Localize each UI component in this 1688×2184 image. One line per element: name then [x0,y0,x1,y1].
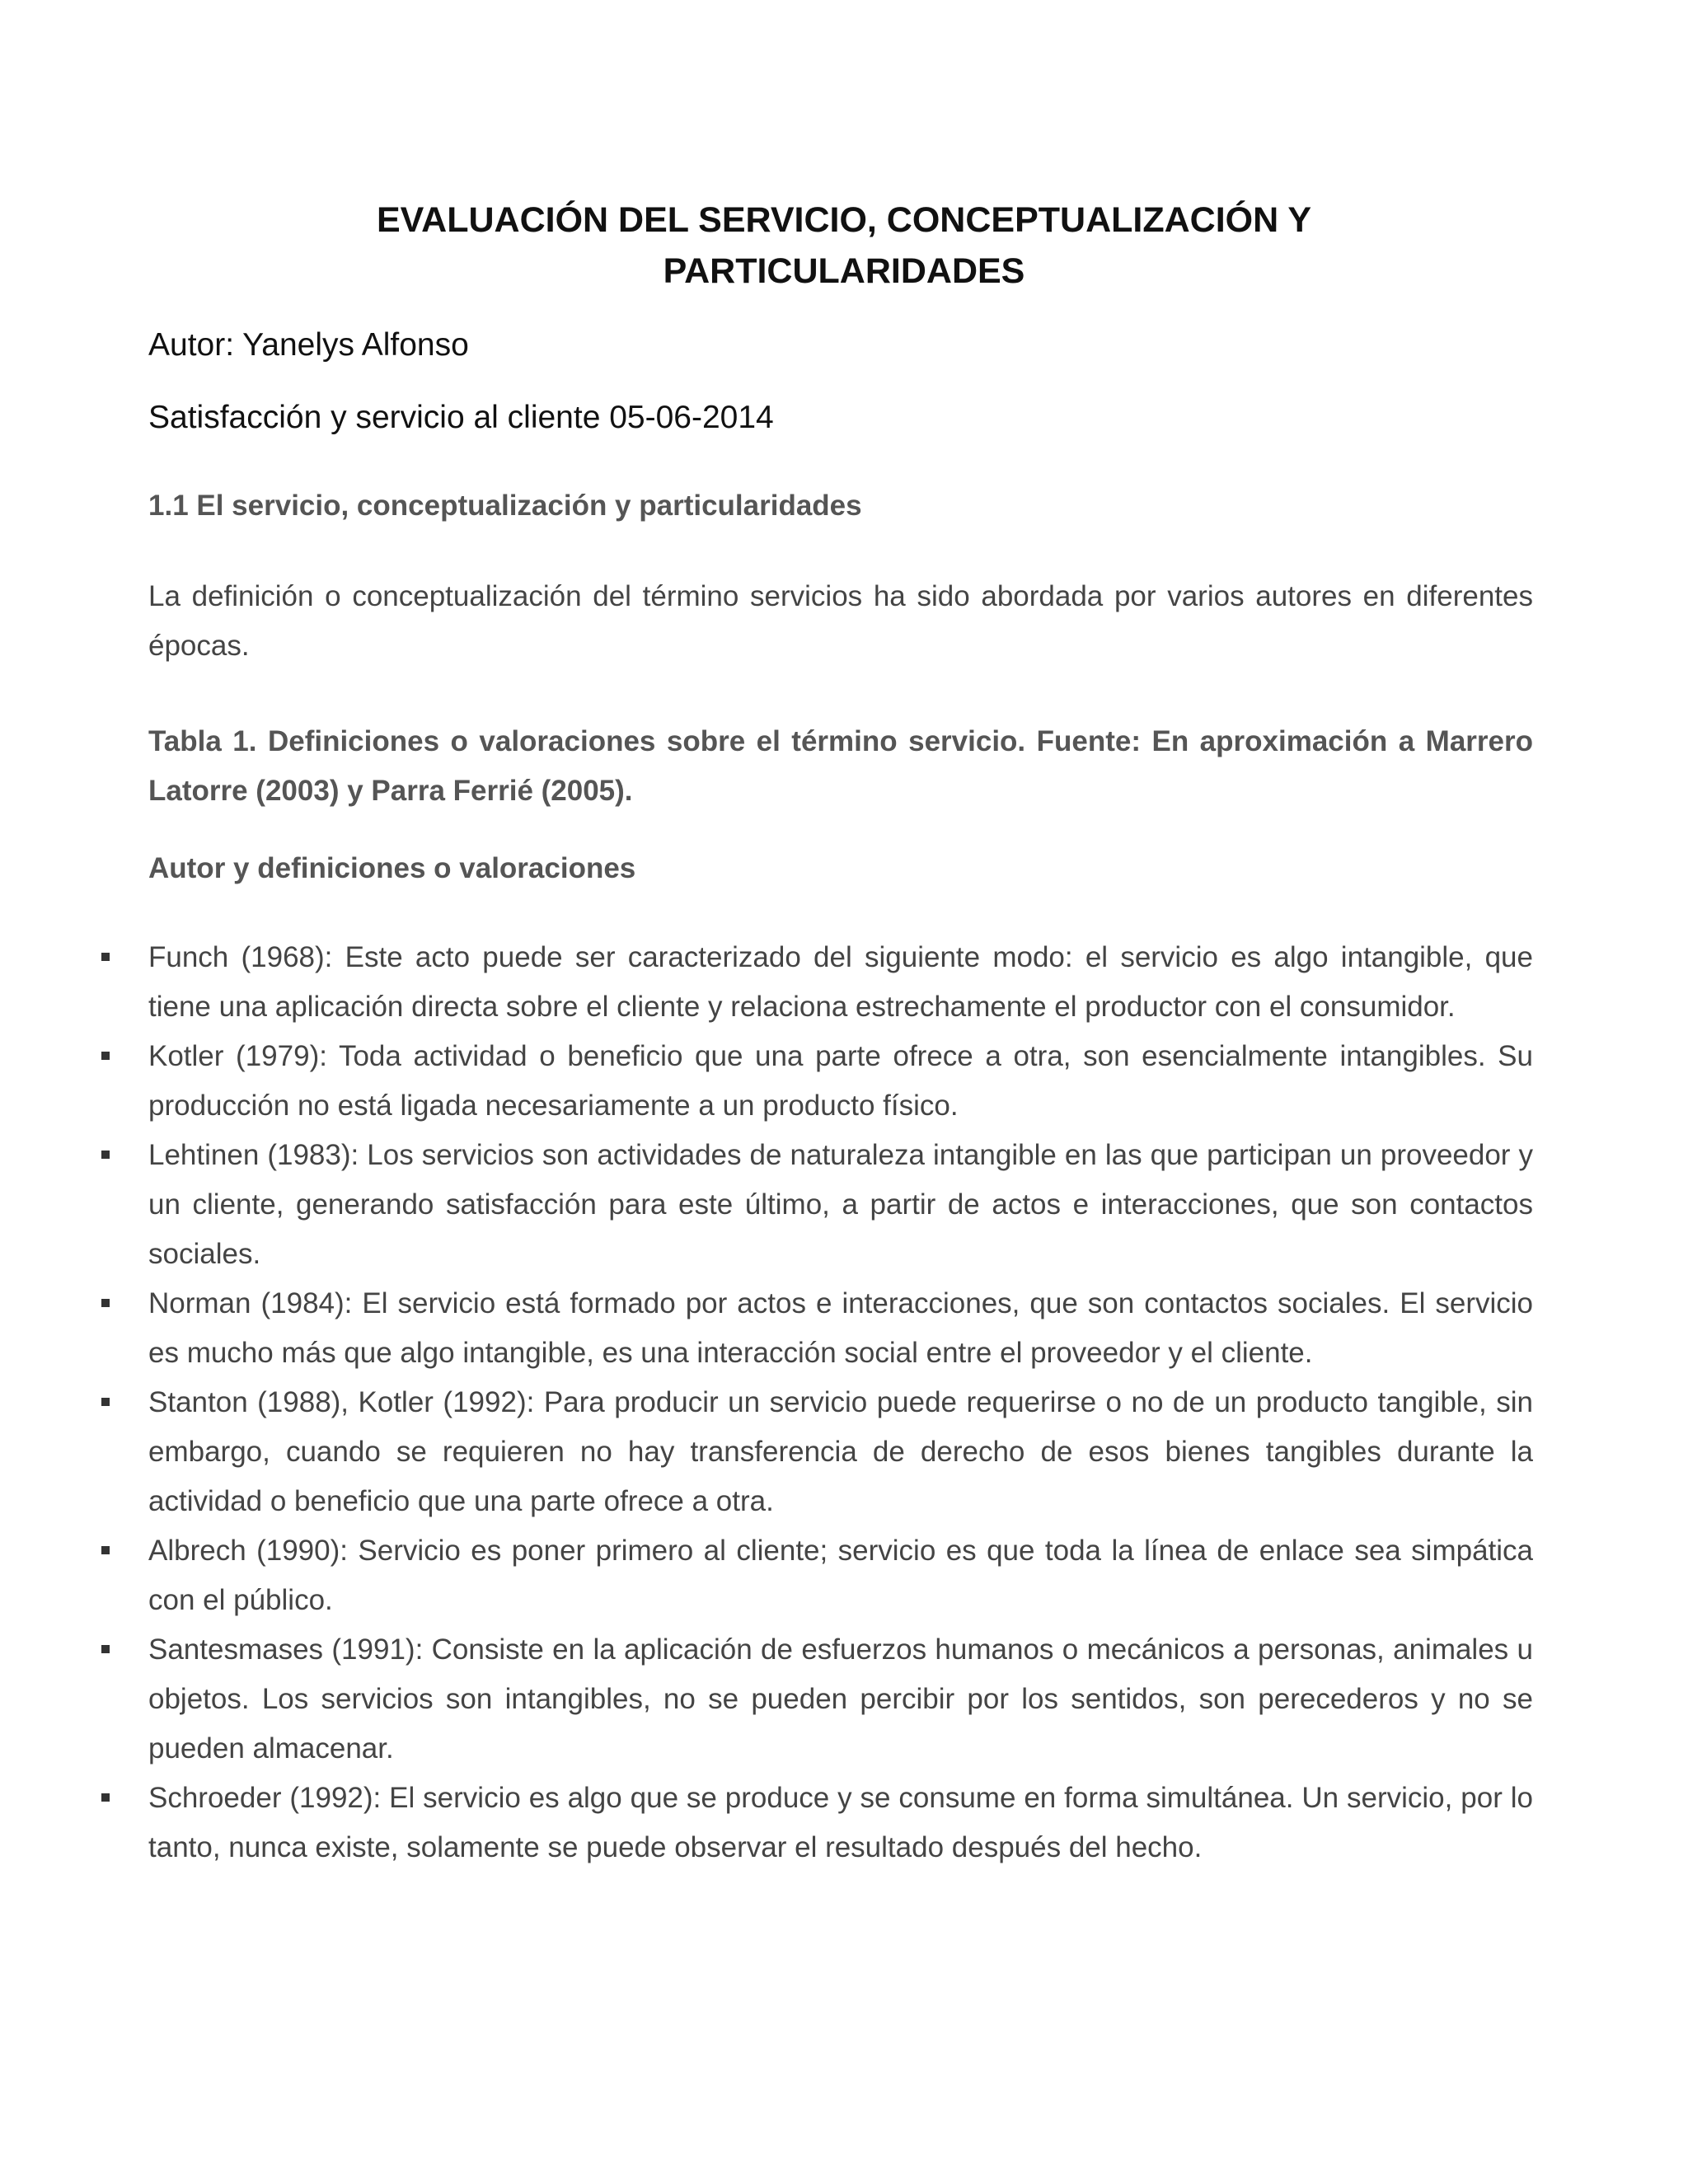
square-bullet-icon [101,1793,110,1802]
square-bullet-icon [101,1546,110,1554]
list-item-text: Kotler (1979): Toda actividad o beneficio que una parte ofrece a otra, son esencialmente intangibles. Su producción no está ligada necesariamente a un producto físico. [148,1040,1533,1122]
definitions-list [0,933,1688,1872]
square-bullet-icon [101,1151,110,1159]
document-title [148,194,1540,297]
list-item-santesmases [0,1625,1688,1774]
section-heading: 1.1 El servicio, conceptualización y particularidades [148,490,862,522]
list-item-text: Stanton (1988), Kotler (1992): Para producir un servicio puede requerirse o no de un producto tangible, sin embargo, cuando se requieren no hay transferencia de derecho de esos bienes tangibles durante la actividad o beneficio que una parte ofrece a otra. [148,1386,1533,1517]
list-item-albrech [0,1526,1688,1625]
list-item-text: Albrech (1990): Servicio es poner primero al cliente; servicio es que toda la línea de enlace sea simpática con el público. [148,1535,1533,1616]
list-item-norman [0,1279,1688,1378]
list-item-text: Santesmases (1991): Consiste en la aplicación de esfuerzos humanos o mecánicos a personas, animales u objetos. Los servicios son intangibles, no se pueden percibir por los sentidos, son perecederos y no se pueden almacenar. [148,1633,1533,1765]
list-item-text: Funch (1968): Este acto puede ser caracterizado del siguiente modo: el servicio es algo intangible, que tiene una aplicación directa sobre el cliente y relaciona estrechamente el productor con el consumidor. [148,941,1533,1023]
list-item-stanton-kotler [0,1378,1688,1526]
square-bullet-icon [101,1299,110,1307]
title-line-2: PARTICULARIDADES [663,251,1025,291]
list-item-text: Norman (1984): El servicio está formado por actos e interacciones, que son contactos sociales. El servicio es mucho más que algo intangible, es una interacción social entre el proveedor y el cliente. [148,1287,1533,1369]
title-line-1: EVALUACIÓN DEL SERVICIO, CONCEPTUALIZACIÓN Y [376,200,1312,240]
list-item-schroeder [0,1774,1688,1872]
list-heading: Autor y definiciones o valoraciones [148,852,636,884]
list-item-text: Lehtinen (1983): Los servicios son actividades de naturaleza intangible en las que participan un proveedor y un cliente, generando satisfacción para este último, a partir de actos e interacciones, que son contactos sociales. [148,1139,1533,1270]
square-bullet-icon [101,953,110,961]
intro-paragraph: La definición o conceptualización del término servicios ha sido abordada por varios autores en diferentes épocas. [148,580,1533,662]
square-bullet-icon [101,1398,110,1406]
author-line: Autor: Yanelys Alfonso [148,327,469,363]
square-bullet-icon [101,1052,110,1060]
square-bullet-icon [101,1645,110,1653]
list-item-funch [0,933,1688,1032]
list-item-text: Schroeder (1992): El servicio es algo que se produce y se consume en forma simultánea. Un servicio, por lo tanto, nunca existe, solamente se puede observar el resultado después del hecho. [148,1782,1533,1863]
list-item-kotler [0,1032,1688,1131]
category-date-line: Satisfacción y servicio al cliente 05-06-2014 [148,400,774,435]
list-item-lehtinen [0,1131,1688,1279]
table-caption: Tabla 1. Definiciones o valoraciones sobre el término servicio. Fuente: En aproximación a Marrero Latorre (2003) y Parra Ferrié (2005). [148,725,1533,807]
